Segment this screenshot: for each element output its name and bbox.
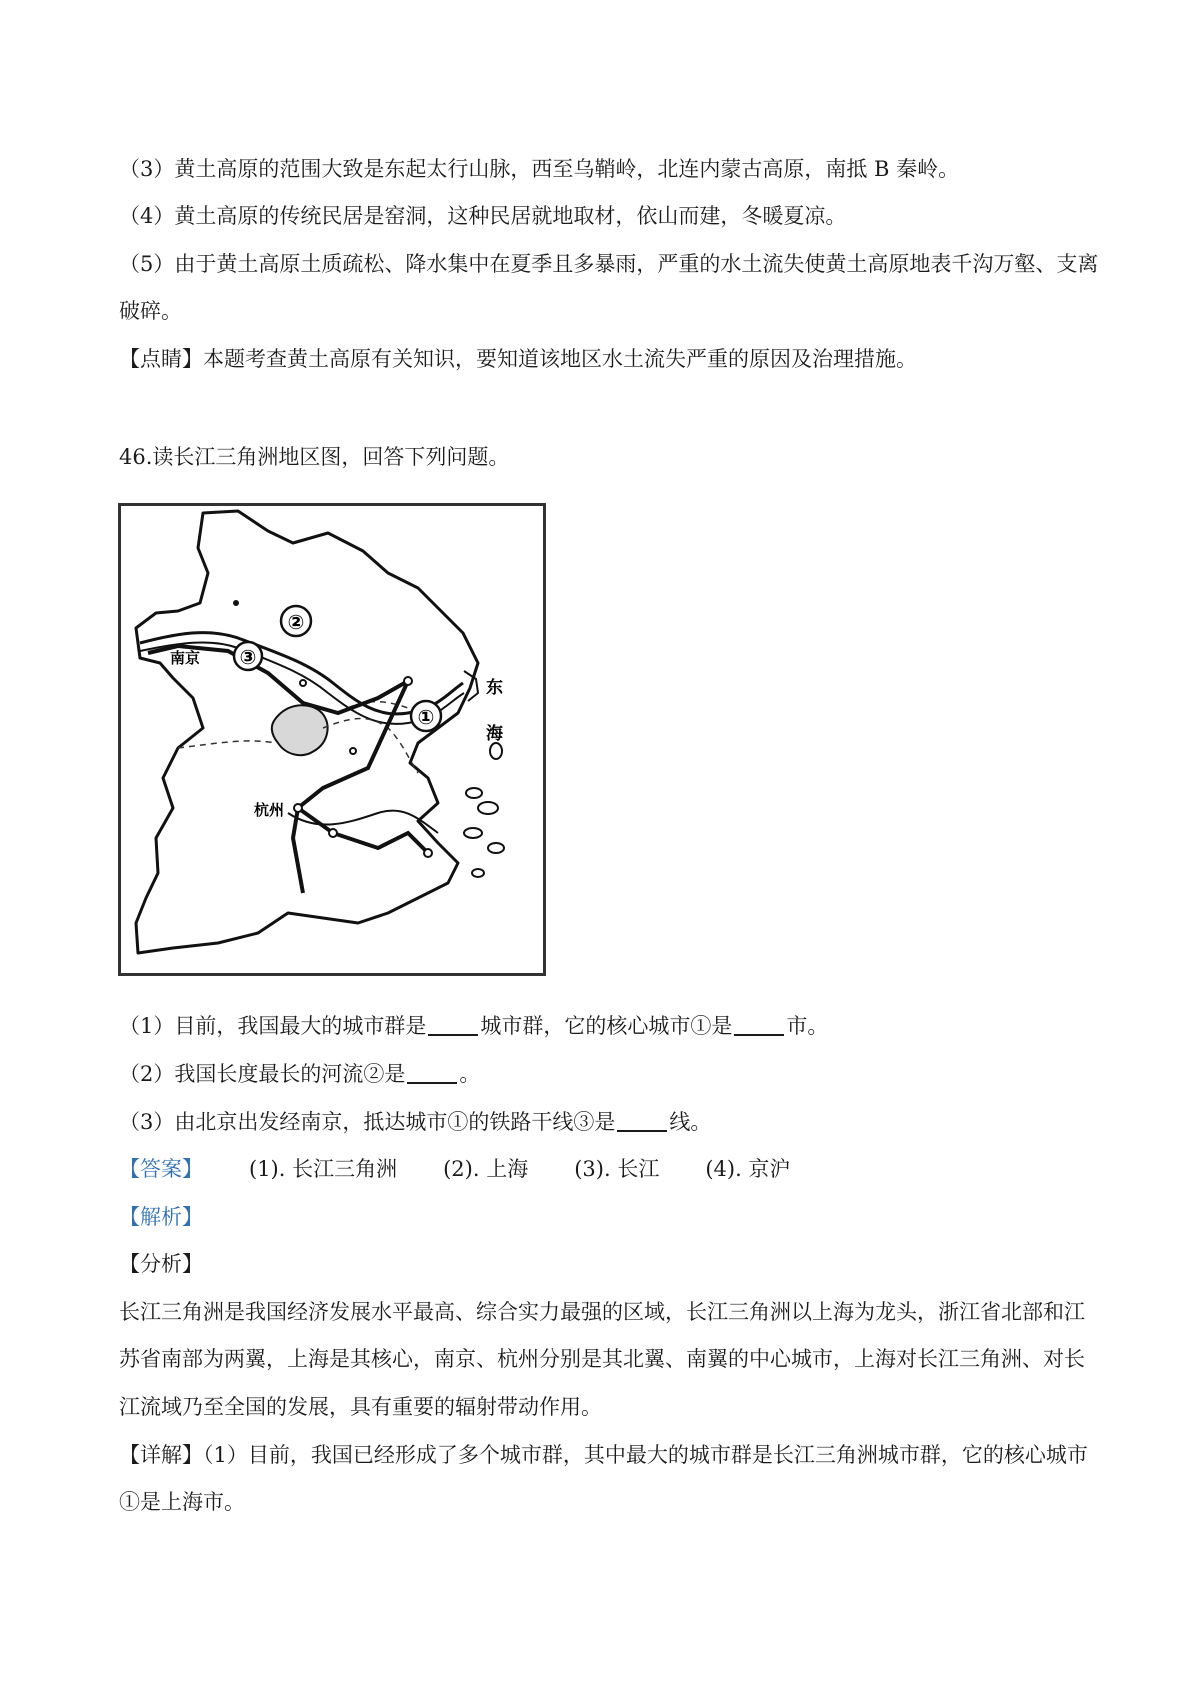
question-3 xyxy=(119,1107,1104,1137)
answer-item: (2). 上海 xyxy=(443,1157,529,1181)
yangtze-delta-map xyxy=(118,503,546,976)
answer-blank xyxy=(428,1012,478,1036)
answer-blank xyxy=(617,1108,667,1132)
dianjing-note: 【点睛】本题考查黄土高原有关知识，要知道该地区水土流失严重的原因及治理措施。 xyxy=(119,347,917,371)
answer-tag: 【答案】 xyxy=(119,1157,203,1181)
city-label-hangzhou: 杭州 xyxy=(254,801,285,819)
q2-text-a: （2）我国长度最长的河流②是 xyxy=(119,1062,406,1086)
marker-3-label: ③ xyxy=(239,645,257,669)
answer-row xyxy=(119,1154,1104,1184)
answer-blank xyxy=(734,1012,784,1036)
island xyxy=(490,743,502,759)
question-1 xyxy=(119,1011,1104,1041)
answer-item: (1). 长江三角洲 xyxy=(249,1157,398,1181)
city-marker-shanghai xyxy=(404,677,412,685)
question-2 xyxy=(119,1059,1104,1089)
text-line: 破碎。 xyxy=(119,299,182,323)
island xyxy=(464,828,482,838)
detail-text: 【详解】（1）目前，我国已经形成了多个城市群，其中最大的城市群是长江三角洲城市群，它的核心城市 xyxy=(119,1443,1088,1467)
city-marker-hangzhou xyxy=(294,804,302,812)
city-marker xyxy=(300,680,306,686)
q3-text-b: 线。 xyxy=(669,1110,712,1134)
city-marker xyxy=(424,849,432,857)
jiexi-tag: 【解析】 xyxy=(119,1205,203,1229)
sea-label-dong: 东 xyxy=(486,678,503,698)
island xyxy=(472,869,484,877)
island xyxy=(466,788,482,798)
sea-label-hai: 海 xyxy=(486,724,503,744)
analysis-text: 江流域乃至全国的发展，具有重要的辐射带动作用。 xyxy=(119,1395,602,1419)
lake-dot xyxy=(233,600,239,606)
text-line: （5）由于黄土高原土质疏松、降水集中在夏季且多暴雨，严重的水土流失使黄土高原地表千沟万壑、支离 xyxy=(119,252,1099,276)
answer-item: (3). 长江 xyxy=(574,1157,660,1181)
city-label-nanjing: 南京 xyxy=(170,649,201,667)
detail-text: ①是上海市。 xyxy=(119,1490,245,1514)
q2-text-b: 。 xyxy=(459,1062,481,1086)
marker-2-label: ② xyxy=(287,610,305,634)
answer-item: (4). 京沪 xyxy=(705,1157,791,1181)
island xyxy=(478,802,498,814)
q1-text-a: （1）目前，我国最大的城市群是 xyxy=(119,1014,427,1038)
analysis-text: 苏省南部为两翼，上海是其核心，南京、杭州分别是其北翼、南翼的中心城市，上海对长江三角洲、对长 xyxy=(119,1347,1085,1371)
city-marker xyxy=(329,829,337,837)
text-line: （4）黄土高原的传统民居是窑洞，这种民居就地取材，依山而建，冬暖夏凉。 xyxy=(119,204,847,228)
map-svg xyxy=(118,503,546,976)
q1-text-c: 市。 xyxy=(786,1014,829,1038)
fenxi-tag: 【分析】 xyxy=(119,1252,203,1276)
question-title: 46.读长江三角洲地区图，回答下列问题。 xyxy=(119,445,510,469)
answer-blank xyxy=(407,1060,457,1084)
city-marker xyxy=(350,748,356,754)
text-line: （3）黄土高原的范围大致是东起太行山脉，西至乌鞘岭，北连内蒙古高原，南抵 B 秦岭。 xyxy=(119,157,960,181)
q1-text-b: 城市群，它的核心城市①是 xyxy=(480,1014,733,1038)
marker-1-label: ① xyxy=(417,705,435,729)
island xyxy=(488,843,504,853)
q3-text-a: （3）由北京出发经南京，抵达城市①的铁路干线③是 xyxy=(119,1110,616,1134)
analysis-text: 长江三角洲是我国经济发展水平最高、综合实力最强的区域，长江三角洲以上海为龙头，浙江省北部和江 xyxy=(119,1300,1085,1324)
